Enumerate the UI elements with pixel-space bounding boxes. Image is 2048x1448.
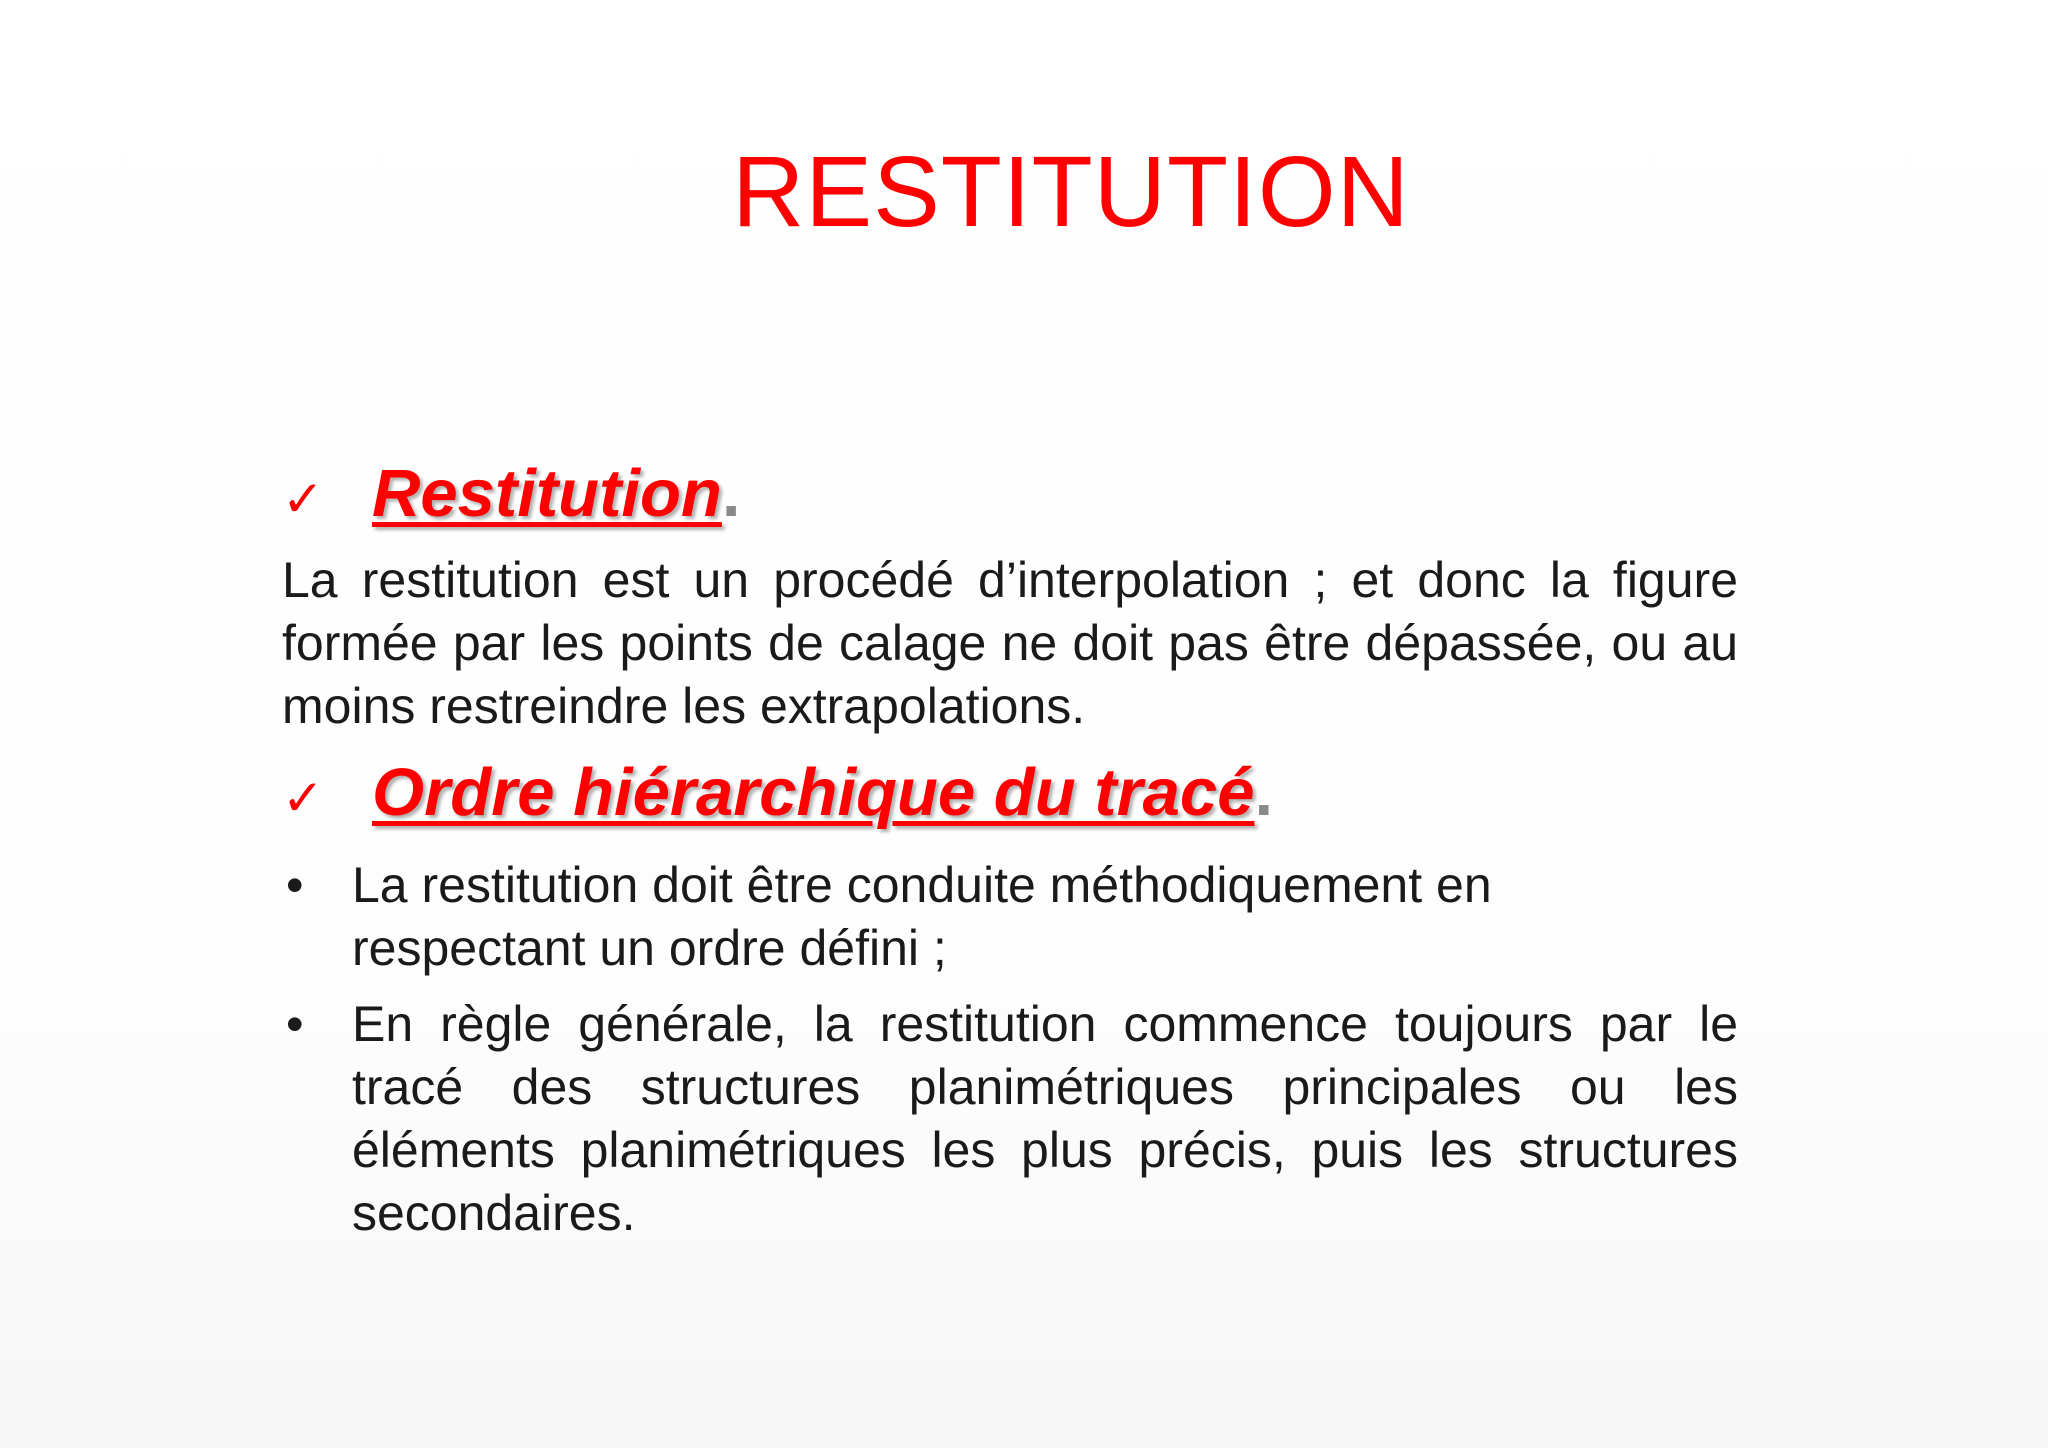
bullet-list	[282, 854, 1738, 1245]
list-item	[282, 854, 1738, 980]
section-heading-restitution	[282, 455, 1738, 539]
list-item	[282, 993, 1738, 1245]
section-heading-ordre	[282, 754, 1738, 838]
heading-period: .	[721, 456, 741, 531]
heading-text: Restitution	[372, 456, 722, 531]
list-item-text: La restitution doit être conduite méthodiquement en respectant un ordre défini ;	[352, 857, 1492, 976]
slide-content	[282, 455, 1738, 1258]
paragraph-restitution: La restitution est un procédé d’interpolation ; et donc la figure formée par les points de calage ne doit pas être dépassée, ou au moins restreindre les extrapolations.	[282, 552, 1738, 734]
checkmark-icon: ✓	[282, 470, 324, 528]
slide-title: RESTITUTION	[732, 136, 1410, 248]
bullet-icon: •	[286, 857, 304, 913]
heading-text: Ordre hiérarchique du tracé	[372, 755, 1255, 830]
bullet-icon: •	[286, 996, 304, 1052]
list-item-text: En règle générale, la restitution commence toujours par le tracé des structures planimétriques principales ou les éléments planimétriques les plus précis, puis les structures secondaires.	[352, 996, 1738, 1241]
checkmark-icon: ✓	[282, 769, 324, 827]
heading-period: .	[1254, 755, 1274, 830]
